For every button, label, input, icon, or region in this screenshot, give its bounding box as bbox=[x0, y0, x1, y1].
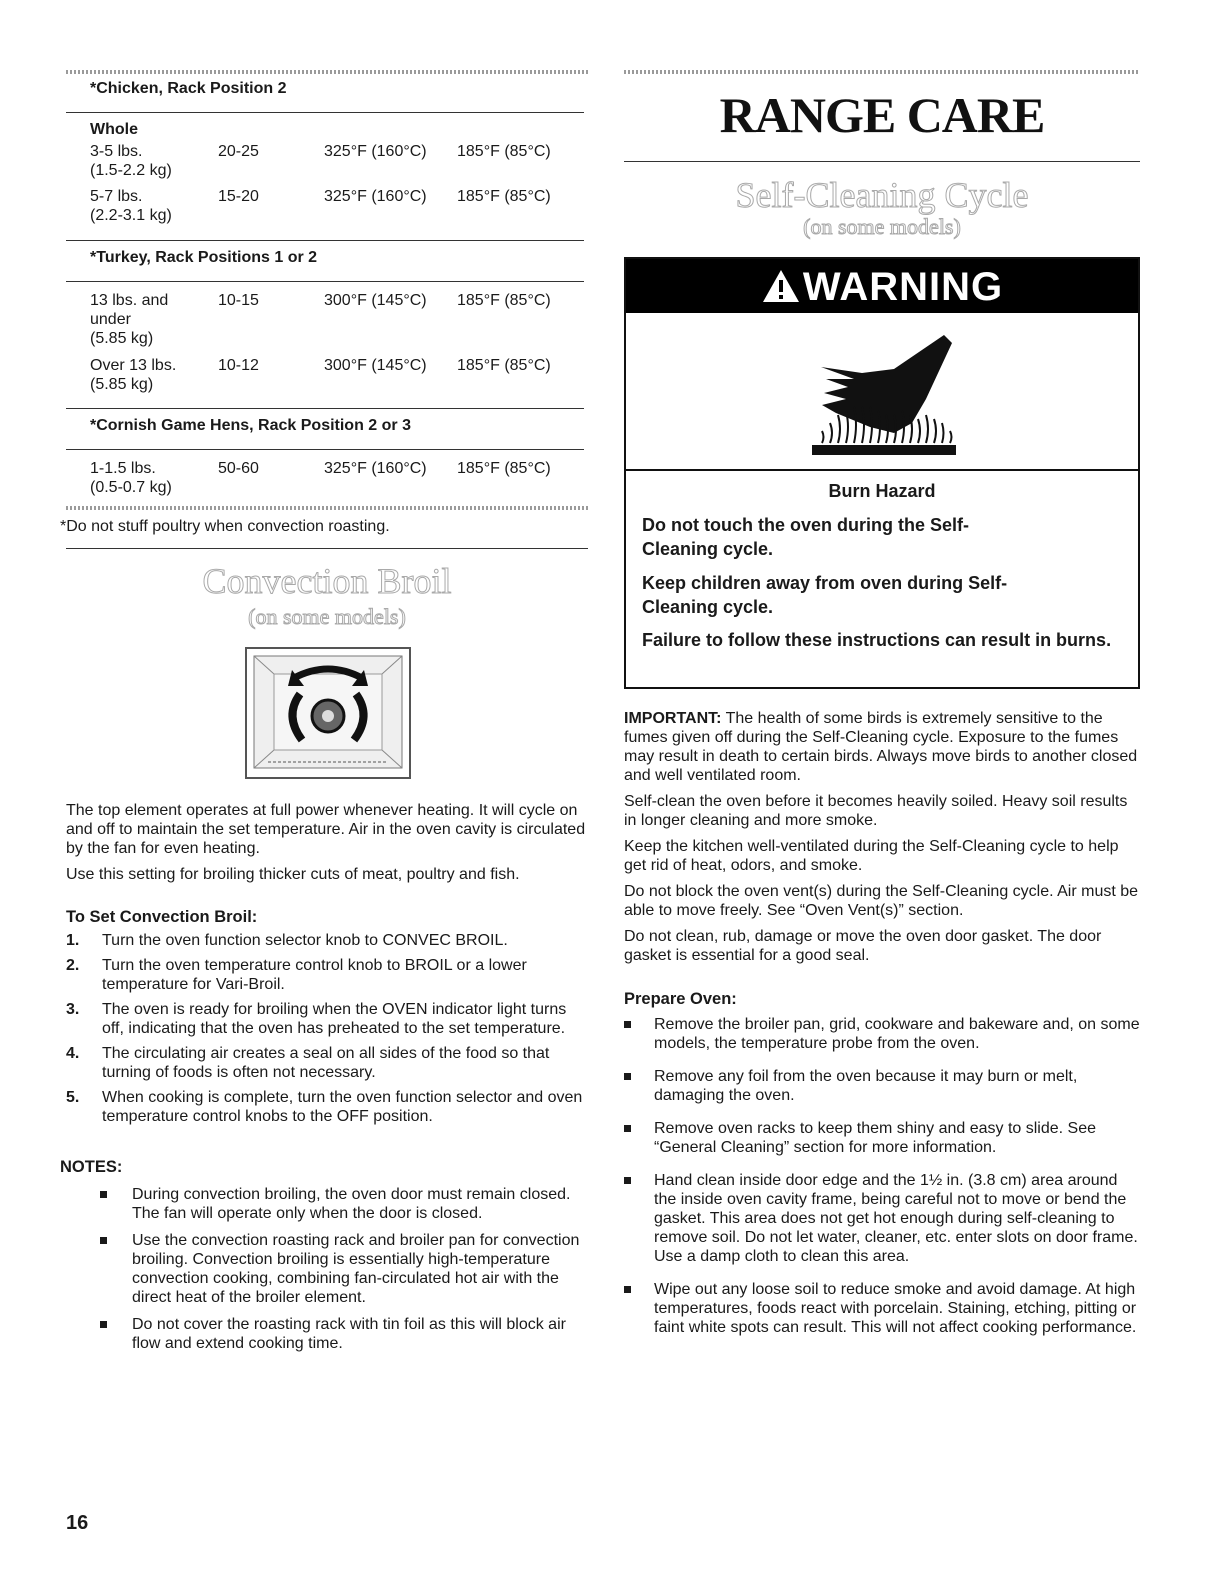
body-paragraph: Do not clean, rub, damage or move the oven door gasket. The door gasket is essential for a good seal. bbox=[624, 928, 1102, 964]
weight-metric-cell: (0.5-0.7 kg) bbox=[90, 479, 172, 496]
internal-temp-cell: 185°F (85°C) bbox=[457, 188, 551, 205]
list-item bbox=[66, 1044, 586, 1082]
bullet-icon bbox=[624, 1177, 631, 1184]
bullet-icon bbox=[100, 1191, 107, 1198]
weight-cell: Over 13 lbs. bbox=[90, 357, 177, 374]
note-text: Use the convection roasting rack and broiler pan for convection broiling. Convection broiling is essentially high-temperature convection cooking, combining fan-circulated hot air with the direct heat of the broiler element. bbox=[132, 1232, 580, 1306]
oven-temp-cell: 300°F (145°C) bbox=[324, 357, 427, 374]
page-number: 16 bbox=[66, 1512, 89, 1534]
list-item bbox=[66, 1088, 586, 1126]
warning-line: Keep children away from oven during Self-Cleaning cycle. bbox=[642, 573, 1008, 617]
step-text: Turn the oven function selector knob to CONVEC BROIL. bbox=[102, 932, 508, 949]
table-rule bbox=[66, 240, 584, 241]
important-paragraph bbox=[624, 709, 1140, 785]
list-item bbox=[624, 1171, 1140, 1266]
weight-cell: 1-1.5 lbs. bbox=[90, 460, 156, 477]
step-text: When cooking is complete, turn the oven function selector and oven temperature control knobs to the OFF position. bbox=[102, 1089, 583, 1125]
body-paragraph: Self-clean the oven before it becomes heavily soiled. Heavy soil results in longer cleaning and more smoke. bbox=[624, 793, 1128, 829]
table-heading-chicken: *Chicken, Rack Position 2 bbox=[90, 80, 287, 97]
weight-cell: 5-7 lbs. bbox=[90, 188, 143, 205]
time-cell: 10-15 bbox=[218, 292, 259, 309]
step-text: The oven is ready for broiling when the OVEN indicator light turns off, indicating that the oven has preheated to the set temperature. bbox=[102, 1001, 567, 1037]
step-text: The circulating air creates a seal on all sides of the food so that turning of foods is often not necessary. bbox=[102, 1045, 550, 1081]
prepare-list bbox=[624, 1015, 1140, 1345]
warning-line: Do not touch the oven during the Self-Cleaning cycle. bbox=[642, 515, 969, 559]
internal-temp-cell: 185°F (85°C) bbox=[457, 460, 551, 477]
convection-broil-subtitle: (on some models) bbox=[248, 604, 406, 629]
important-label: IMPORTANT: bbox=[624, 710, 722, 727]
body-paragraph: Keep the kitchen well-ventilated during the Self-Cleaning cycle to help get rid of heat, odors, and smoke. bbox=[624, 838, 1119, 874]
oven-temp-cell: 325°F (160°C) bbox=[324, 188, 427, 205]
prepare-text: Remove oven racks to keep them shiny and easy to slide. See “General Cleaning” section for more information. bbox=[654, 1120, 1097, 1156]
important-text: The health of some birds is extremely sensitive to the fumes given off during the Self-Cleaning cycle. Exposure to the fumes may result in death to certain birds. Always move birds to another closed and well ventilated room. bbox=[624, 710, 1138, 784]
prepare-text: Remove any foil from the oven because it may burn or melt, damaging the oven. bbox=[654, 1068, 1078, 1104]
table-footnote: *Do not stuff poultry when convection roasting. bbox=[60, 518, 390, 535]
step-number: 2. bbox=[66, 957, 80, 974]
table-rule bbox=[66, 449, 584, 450]
notes-list bbox=[66, 1185, 588, 1361]
body-paragraph: Do not block the oven vent(s) during the Self-Cleaning cycle. Air must be able to move freely. See “Oven Vent(s)” section. bbox=[624, 883, 1139, 919]
bullet-icon bbox=[100, 1321, 107, 1328]
list-item bbox=[624, 1015, 1140, 1053]
dotted-rule bbox=[624, 70, 1140, 74]
weight-cell-cont: under bbox=[90, 311, 131, 328]
step-number: 1. bbox=[66, 932, 80, 949]
weight-metric-cell: (1.5-2.2 kg) bbox=[90, 162, 172, 179]
prepare-oven-heading: Prepare Oven: bbox=[624, 990, 737, 1008]
list-item bbox=[66, 931, 586, 950]
list-item bbox=[624, 1119, 1140, 1157]
weight-metric-cell: (5.85 kg) bbox=[90, 330, 154, 347]
convection-broil-intro bbox=[66, 801, 588, 884]
section-rule bbox=[624, 161, 1140, 162]
table-heading-turkey: *Turkey, Rack Positions 1 or 2 bbox=[90, 249, 318, 266]
bullet-icon bbox=[100, 1237, 107, 1244]
intro-paragraph: The top element operates at full power whenever heating. It will cycle on and off to maintain the set temperature. Air in the oven cavity is circulated by the fan for even heating. bbox=[66, 802, 586, 857]
self-cleaning-title: Self-Cleaning Cycle bbox=[735, 175, 1029, 215]
time-cell: 20-25 bbox=[218, 143, 259, 160]
weight-metric-cell: (2.2-3.1 kg) bbox=[90, 207, 172, 224]
how-to-heading: To Set Convection Broil: bbox=[66, 908, 258, 926]
prepare-text: Wipe out any loose soil to reduce smoke and avoid damage. At high temperatures, foods react with porcelain. Staining, etching, pitting or faint white spots can result. This will not affect cooking performance. bbox=[654, 1281, 1137, 1336]
prepare-text: Remove the broiler pan, grid, cookware and bakeware and, on some models, the temperature probe from the oven. bbox=[654, 1016, 1140, 1052]
warning-divider bbox=[626, 469, 1138, 471]
step-text: Turn the oven temperature control knob to BROIL or a lower temperature for Vari-Broil. bbox=[102, 957, 527, 993]
section-rule bbox=[66, 548, 588, 549]
time-cell: 50-60 bbox=[218, 460, 259, 477]
step-number: 4. bbox=[66, 1045, 80, 1062]
hazard-title: Burn Hazard bbox=[828, 481, 936, 501]
list-item bbox=[624, 1280, 1140, 1337]
bullet-icon bbox=[624, 1073, 631, 1080]
table-rule bbox=[66, 408, 584, 409]
internal-temp-cell: 185°F (85°C) bbox=[457, 357, 551, 374]
warning-line: Failure to follow these instructions can result in burns. bbox=[642, 630, 1112, 650]
list-item bbox=[66, 1185, 588, 1223]
convection-broil-title: Convection Broil bbox=[202, 561, 452, 601]
list-item bbox=[66, 1000, 586, 1038]
list-item bbox=[66, 956, 586, 994]
list-item bbox=[66, 1315, 588, 1353]
time-cell: 15-20 bbox=[218, 188, 259, 205]
warning-banner bbox=[626, 259, 1138, 313]
dotted-rule bbox=[66, 70, 588, 74]
weight-cell: 13 lbs. and bbox=[90, 292, 169, 309]
intro-paragraph: Use this setting for broiling thicker cuts of meat, poultry and fish. bbox=[66, 866, 520, 883]
step-number: 5. bbox=[66, 1089, 80, 1106]
note-text: During convection broiling, the oven door must remain closed. The fan will operate only when the door is closed. bbox=[132, 1186, 571, 1222]
warning-box bbox=[624, 257, 1140, 689]
page-title: RANGE CARE bbox=[719, 87, 1045, 143]
internal-temp-cell: 185°F (85°C) bbox=[457, 143, 551, 160]
time-cell: 10-12 bbox=[218, 357, 259, 374]
table-heading-cornish-hens: *Cornish Game Hens, Rack Position 2 or 3 bbox=[90, 417, 411, 434]
convection-fan-illustration bbox=[244, 646, 412, 780]
burn-hand-icon bbox=[626, 313, 1138, 469]
internal-temp-cell: 185°F (85°C) bbox=[457, 292, 551, 309]
weight-cell: 3-5 lbs. bbox=[90, 143, 143, 160]
oven-temp-cell: 325°F (160°C) bbox=[324, 460, 427, 477]
steps-list bbox=[66, 931, 586, 1132]
bullet-icon bbox=[624, 1286, 631, 1293]
bullet-icon bbox=[624, 1125, 631, 1132]
oven-temp-cell: 300°F (145°C) bbox=[324, 292, 427, 309]
table-subheading-whole: Whole bbox=[90, 121, 138, 138]
self-cleaning-body bbox=[624, 709, 1140, 965]
list-item bbox=[624, 1067, 1140, 1105]
note-text: Do not cover the roasting rack with tin foil as this will block air flow and extend cooking time. bbox=[132, 1316, 566, 1352]
step-number: 3. bbox=[66, 1001, 80, 1018]
bullet-icon bbox=[624, 1021, 631, 1028]
list-item bbox=[66, 1231, 588, 1307]
warning-banner-text: WARNING bbox=[802, 265, 1004, 309]
notes-heading: NOTES: bbox=[60, 1158, 123, 1176]
prepare-text: Hand clean inside door edge and the 1½ in. (3.8 cm) area around the inside oven cavity frame, being careful not to move or bend the gasket. This area does not get hot enough during self-cleaning to remove soil. Do not let water, cleaner, etc. enter slots on door frame. Use a damp cloth to clean this area. bbox=[654, 1172, 1138, 1265]
weight-metric-cell: (5.85 kg) bbox=[90, 376, 154, 393]
oven-temp-cell: 325°F (160°C) bbox=[324, 143, 427, 160]
table-rule bbox=[66, 281, 584, 282]
table-rule bbox=[66, 112, 584, 113]
self-cleaning-subtitle: (on some models) bbox=[803, 214, 961, 239]
dotted-rule bbox=[66, 506, 588, 510]
warning-triangle-icon bbox=[761, 263, 801, 319]
